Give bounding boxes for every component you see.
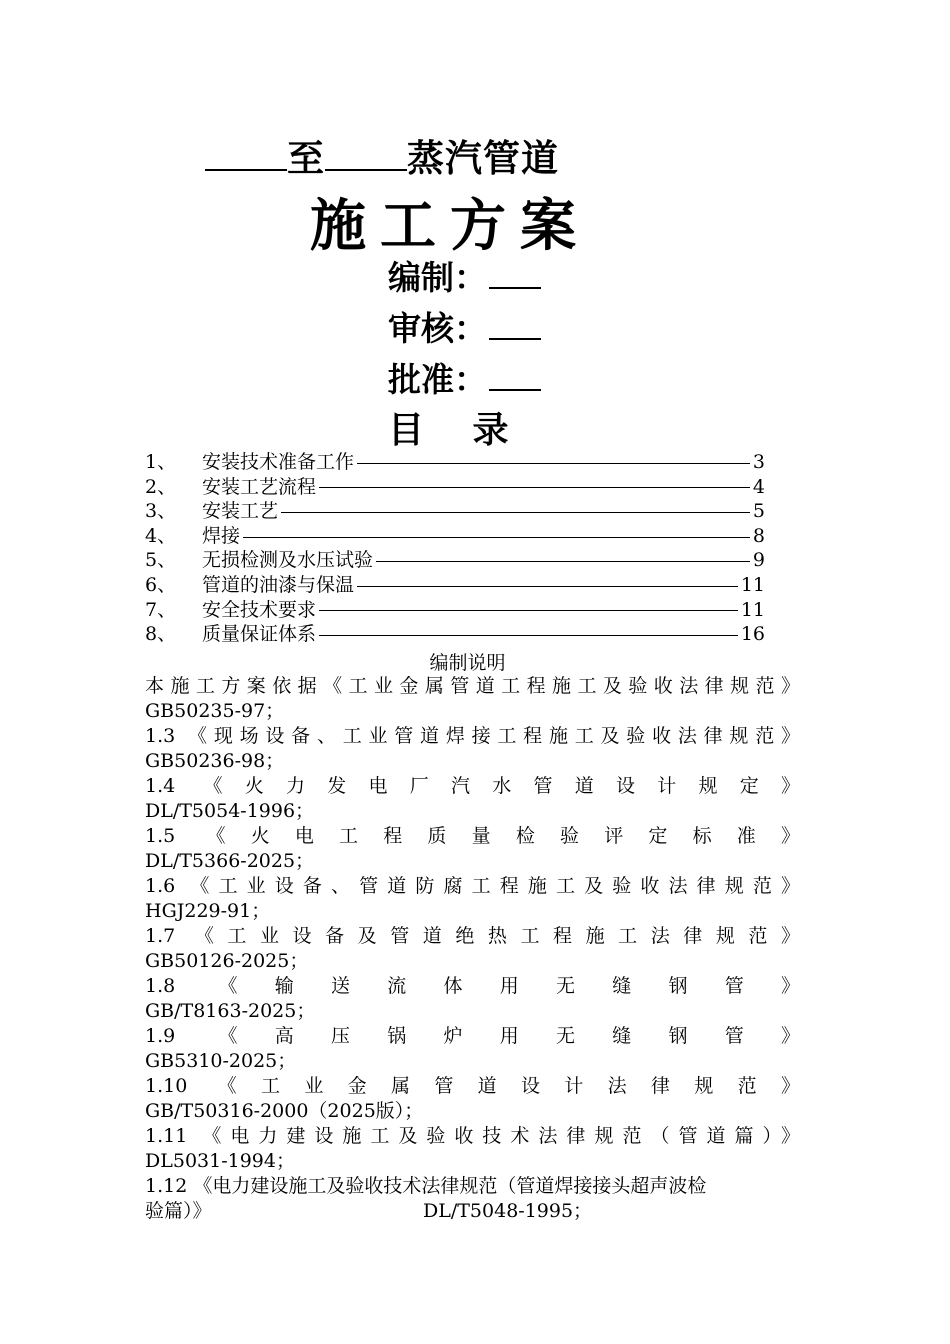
reference-code: GB50235-97；	[145, 700, 285, 722]
toc-page: 11	[740, 598, 765, 621]
toc-text: 安装技术准备工作	[202, 451, 355, 473]
reference-title: 1.11 《电力建设施工及验收技术法律规范（管道篇）》	[145, 1125, 800, 1147]
signoff-reviewed	[388, 303, 541, 350]
reference-title: 本施工方案依据《工业金属管道工程施工及验收法律规范》	[145, 675, 800, 697]
signoff-blank	[489, 363, 541, 391]
reference-item	[145, 974, 800, 1023]
title-blank-2	[325, 139, 407, 171]
toc-number: 7、	[145, 598, 177, 621]
reference-title: 1.10 《工业金属管道设计法律规范》	[145, 1075, 800, 1097]
toc-number: 3、	[145, 500, 177, 523]
main-title: 施工方案	[310, 193, 590, 259]
toc-item	[145, 499, 765, 524]
reference-code: GB5310-2025；	[145, 1050, 297, 1072]
signoff-blank	[489, 312, 541, 340]
reference-item	[145, 824, 800, 873]
toc-number: 2、	[145, 475, 177, 498]
toc-item	[145, 548, 765, 573]
toc-item	[145, 598, 765, 623]
toc-leader	[281, 512, 750, 513]
toc-text: 质量保证体系	[202, 623, 317, 646]
toc-leader	[319, 487, 750, 488]
toc-title: 目 录	[388, 409, 527, 451]
toc-number: 1、	[145, 451, 177, 473]
toc-item	[145, 524, 765, 549]
toc-text: 安装工艺流程	[202, 475, 317, 498]
toc-text: 焊接	[202, 524, 241, 547]
reference-code: DL/T5366-2025；	[145, 850, 315, 872]
signoff-label: 审核：	[388, 309, 487, 348]
signoff-label: 编制：	[388, 258, 487, 297]
signoff-blank	[489, 261, 541, 289]
toc-text: 安装工艺	[202, 500, 279, 523]
cover-title-line	[205, 128, 559, 182]
reference-item-last	[145, 1174, 800, 1223]
toc-page: 3	[752, 451, 765, 473]
toc-leader	[319, 610, 738, 611]
toc-text: 管道的油漆与保温	[202, 573, 355, 596]
reference-title: 1.6 《工业设备、管道防腐工程施工及验收法律规范》	[145, 875, 800, 897]
toc-leader	[357, 463, 750, 464]
toc-page: 8	[752, 524, 765, 547]
reference-title: 1.9 《高压锅炉用无缝钢管》	[145, 1025, 800, 1047]
signoff-compiled	[388, 252, 541, 299]
toc-text: 无损检测及水压试验	[202, 549, 374, 572]
reference-item	[145, 874, 800, 923]
toc-item	[145, 622, 765, 647]
toc-item	[145, 573, 765, 598]
reference-title-end: 验篇）》	[145, 1200, 212, 1222]
signoff-approved	[388, 354, 541, 401]
reference-item	[145, 1074, 800, 1123]
reference-code: DL/T5048-1995；	[423, 1200, 593, 1222]
reference-title: 1.4 《火力发电厂汽水管道设计规定》	[145, 775, 800, 797]
reference-item	[145, 774, 800, 823]
reference-item	[145, 674, 800, 723]
reference-code: GB50126-2025；	[145, 950, 309, 972]
section-title: 编制说明	[429, 652, 506, 674]
reference-list	[145, 674, 800, 1224]
toc-leader	[319, 635, 738, 636]
toc-number: 8、	[145, 623, 177, 646]
reference-title: 1.8 《输送流体用无缝钢管》	[145, 975, 800, 997]
reference-code: GB/T8163-2025；	[145, 1000, 316, 1022]
title-mid: 至	[287, 136, 325, 180]
reference-title: 1.5 《火电工程质量检验评定标准》	[145, 825, 800, 847]
toc-number: 4、	[145, 524, 177, 547]
reference-code: GB/T50316-2000（2025版）；	[145, 1100, 424, 1122]
reference-item	[145, 924, 800, 973]
toc-number: 5、	[145, 549, 177, 572]
toc-page: 5	[752, 500, 765, 523]
table-of-contents	[145, 450, 765, 647]
toc-number: 6、	[145, 573, 177, 596]
toc-item	[145, 450, 765, 475]
toc-page: 16	[740, 623, 765, 646]
signoff-label: 批准：	[388, 360, 487, 399]
reference-title: 1.7 《工业设备及管道绝热工程施工法律规范》	[145, 925, 800, 947]
reference-title: 1.3 《现场设备、工业管道焊接工程施工及验收法律规范》	[145, 725, 800, 747]
toc-page: 4	[752, 475, 765, 498]
toc-leader	[243, 537, 750, 538]
title-blank-1	[205, 139, 287, 171]
toc-page: 9	[752, 549, 765, 572]
toc-leader	[376, 561, 750, 562]
reference-item	[145, 1024, 800, 1073]
toc-item	[145, 475, 765, 500]
toc-text: 安全技术要求	[202, 598, 317, 621]
reference-code: DL/T5054-1996；	[145, 800, 315, 822]
title-suffix: 蒸汽管道	[407, 136, 559, 180]
reference-title: 1.12 《电力建设施工及验收技术法律规范（管道焊接接头超声波检	[145, 1175, 707, 1197]
reference-continuation	[145, 1199, 800, 1223]
reference-code: GB50236-98；	[145, 750, 285, 772]
toc-page: 11	[740, 573, 765, 596]
reference-item	[145, 1124, 800, 1173]
reference-item	[145, 724, 800, 773]
reference-code: HGJ229-91；	[145, 900, 271, 922]
toc-leader	[357, 586, 738, 587]
reference-code: DL5031-1994；	[145, 1150, 295, 1172]
